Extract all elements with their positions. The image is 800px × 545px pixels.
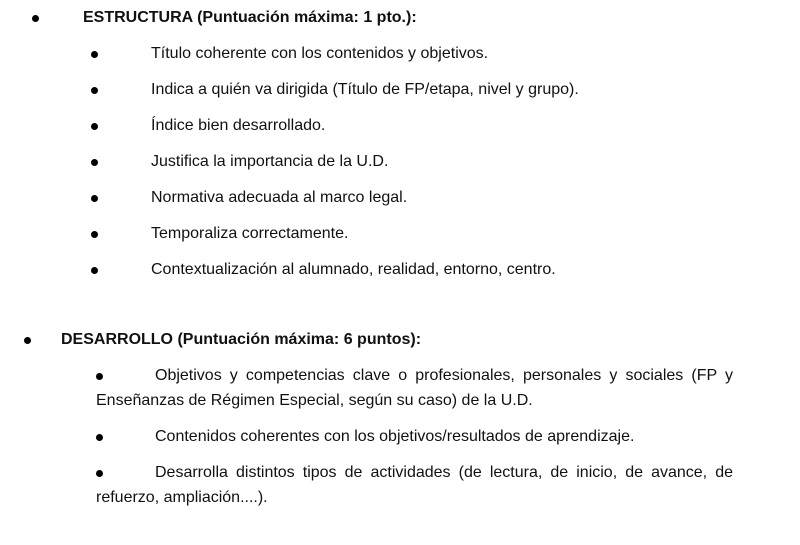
list-bullet — [91, 51, 98, 58]
section-bullet — [24, 337, 31, 344]
list-item: Título coherente con los contenidos y objetivos. — [151, 45, 489, 62]
list-bullet — [91, 267, 98, 274]
list-item-line: Contenidos coherentes con los objetivos/resultados de aprendizaje. — [155, 428, 635, 445]
desarrollo-heading: DESARROLLO (Puntuación máxima: 6 puntos): — [61, 331, 422, 348]
list-bullet — [96, 373, 103, 380]
list-item: Justifica la importancia de la U.D. — [151, 153, 389, 170]
list-bullet — [91, 159, 98, 166]
list-bullet — [96, 434, 103, 441]
list-item: Normativa adecuada al marco legal. — [151, 189, 408, 206]
list-item-line: Desarrolla distintos tipos de actividades (de lectura, de inicio, de avance, de — [155, 464, 733, 481]
section-bullet — [32, 15, 39, 22]
list-item-line: Objetivos y competencias clave o profesionales, personales y sociales (FP y — [155, 367, 733, 384]
list-item-line: Enseñanzas de Régimen Especial, según su caso) de la U.D. — [96, 392, 533, 409]
list-bullet — [91, 195, 98, 202]
list-item: Índice bien desarrollado. — [151, 117, 326, 134]
list-item-line: refuerzo, ampliación....). — [96, 489, 268, 506]
list-item: Indica a quién va dirigida (Título de FP/etapa, nivel y grupo). — [151, 81, 579, 98]
list-item: Temporaliza correctamente. — [151, 225, 349, 242]
estructura-heading: ESTRUCTURA (Puntuación máxima: 1 pto.): — [83, 9, 417, 26]
list-bullet — [91, 231, 98, 238]
list-bullet — [96, 470, 103, 477]
list-bullet — [91, 123, 98, 130]
list-item: Contextualización al alumnado, realidad, entorno, centro. — [151, 261, 556, 278]
list-bullet — [91, 87, 98, 94]
